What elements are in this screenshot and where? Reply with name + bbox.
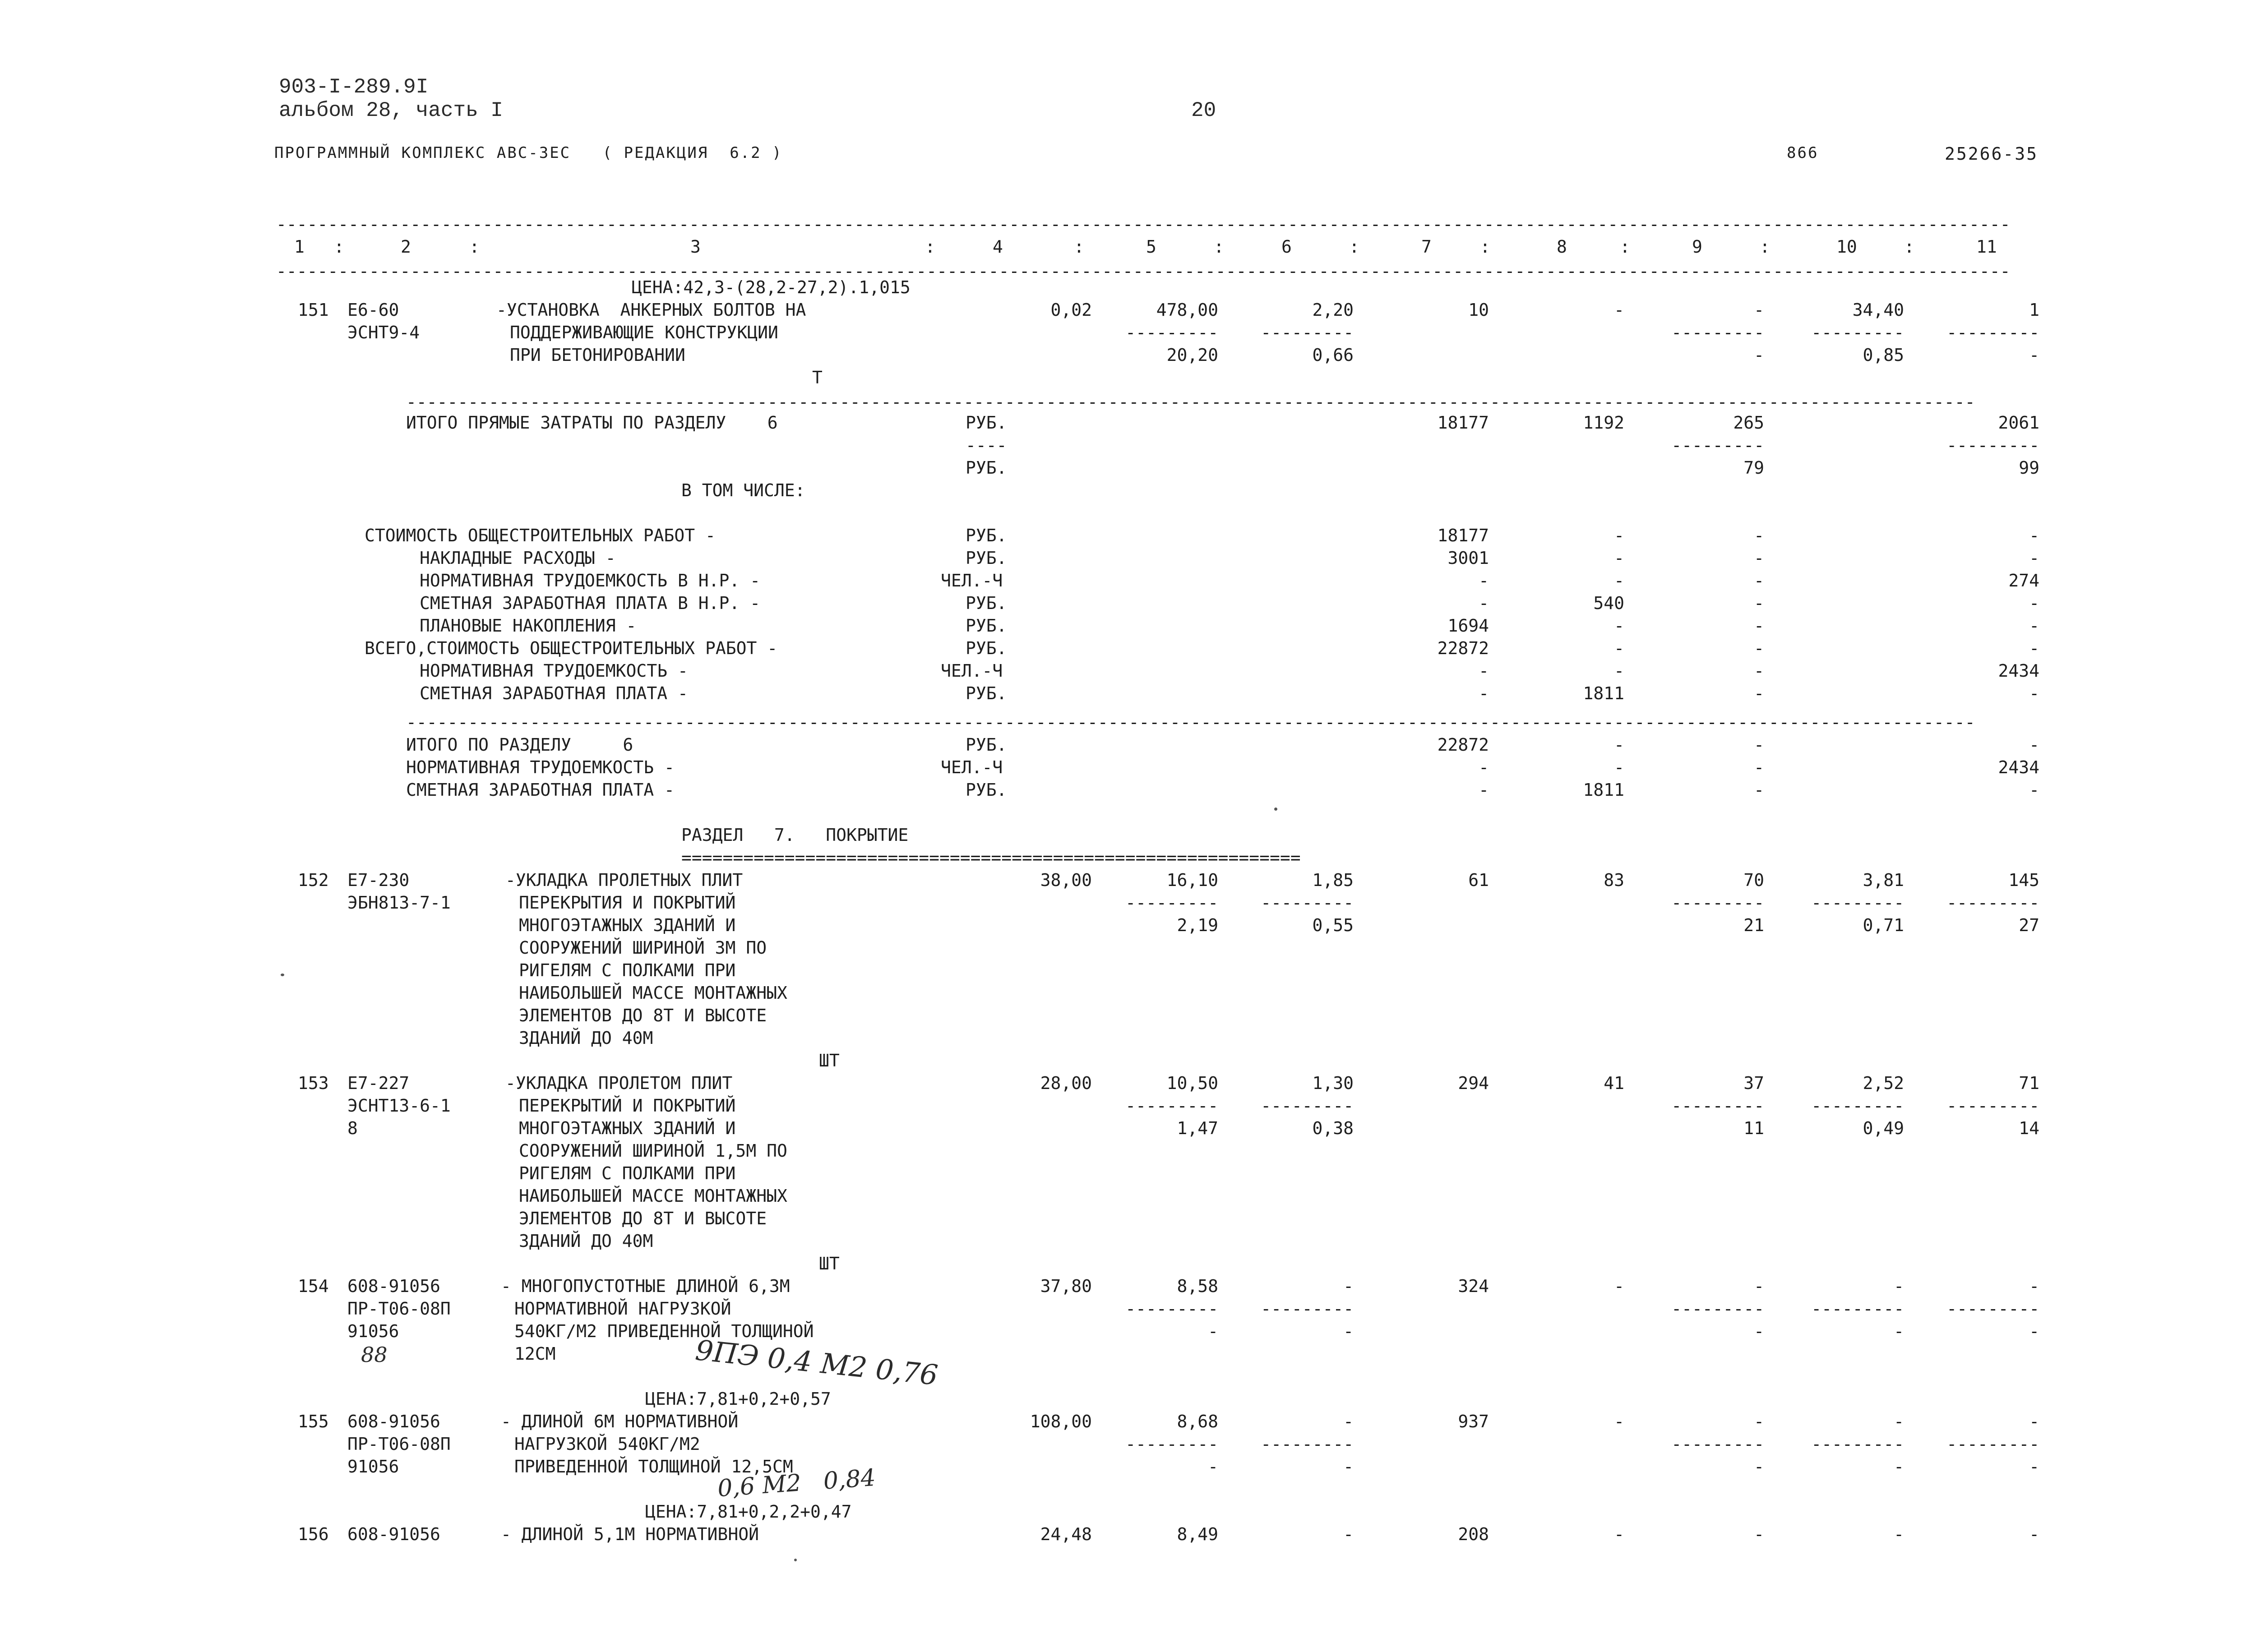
- section-title: РАЗДЕЛ 7. ПОКРЫТИЕ: [681, 825, 909, 845]
- cell-dashed-rule: ---------: [1671, 435, 1765, 455]
- cell-c6: 1,30: [1312, 1073, 1354, 1093]
- row-code: 608-91056: [347, 1276, 440, 1296]
- row-number: 156: [298, 1524, 329, 1544]
- cell-dashed-rule: ---------: [1811, 323, 1905, 342]
- cell-dashed-rule: ---------: [1261, 323, 1354, 342]
- cell-c9b: -: [1754, 1457, 1764, 1477]
- row-code-2: ЭБН813-7-1: [347, 893, 451, 913]
- cell-c9: -: [1754, 757, 1764, 777]
- scan-speck: [794, 1559, 797, 1561]
- row-description: 12СМ: [514, 1344, 556, 1364]
- cell-c7: 1694: [1447, 616, 1489, 636]
- cell-c11: -: [2029, 593, 2039, 613]
- cell-c8: -: [1614, 616, 1624, 636]
- cell-c7: 937: [1458, 1412, 1489, 1431]
- cell-c11: 2434: [1998, 757, 2039, 777]
- row-number: 152: [298, 870, 329, 890]
- row-description: ПРИВЕДЕННОЙ ТОЛЩИНОЙ 12,5СМ: [514, 1457, 793, 1477]
- cell-c5: 16,10: [1166, 870, 1218, 890]
- cell-dashed-rule: ---------: [1261, 1434, 1354, 1454]
- cell-c11: 2061: [1998, 413, 2039, 433]
- column-separator: :: [1074, 237, 1084, 257]
- cell-c8: 83: [1604, 870, 1624, 890]
- cell-c9: 70: [1743, 870, 1764, 890]
- cell-dashed-rule: ---------: [1261, 893, 1354, 913]
- cell-c10b: 0,71: [1863, 915, 1904, 935]
- album-label: альбом 28, часть I: [279, 99, 503, 122]
- cell-c10: 34,40: [1852, 300, 1904, 320]
- cell-c6: 2,20: [1312, 300, 1354, 320]
- breakdown-label: СТОИМОСТЬ ОБЩЕСТРОИТЕЛЬНЫХ РАБОТ -: [365, 526, 716, 545]
- cell-c11b: -: [2029, 1457, 2039, 1477]
- cell-c8: -: [1614, 1276, 1624, 1296]
- column-separator: :: [1480, 237, 1490, 257]
- cell-c11: -: [2029, 683, 2039, 703]
- breakdown-unit: РУБ.: [966, 593, 1007, 613]
- row-description: НАИБОЛЬШЕЙ МАССЕ МОНТАЖНЫХ: [519, 1186, 787, 1206]
- cell-c6b: 0,38: [1312, 1118, 1354, 1138]
- row-description: ПЕРЕКРЫТИЯ И ПОКРЫТИЙ: [519, 893, 736, 913]
- program-label: ПРОГРАММНЫЙ КОМПЛЕКС АВС-3ЕС ( РЕДАКЦИЯ 6.2 ): [274, 144, 783, 162]
- cell-c8: 540: [1593, 593, 1624, 613]
- cell-c9b: 11: [1743, 1118, 1764, 1138]
- breakdown-label: НАКЛАДНЫЕ РАСХОДЫ -: [420, 548, 616, 568]
- cell-c5b: 2,19: [1177, 915, 1218, 935]
- cell-c7: 10: [1468, 300, 1489, 320]
- cell-c9: -: [1754, 661, 1764, 681]
- column-header-2: 2: [401, 237, 411, 257]
- cell-c7: -: [1479, 593, 1489, 613]
- cell-dashed-rule: ---------: [1946, 323, 2040, 342]
- cell-c9: -: [1754, 300, 1764, 320]
- cell-c11: -: [2029, 548, 2039, 568]
- cell-c5: 8,58: [1177, 1276, 1218, 1296]
- row-description: ЗДАНИЙ ДО 40М: [519, 1231, 653, 1251]
- row-description: -УКЛАДКА ПРОЛЕТОМ ПЛИТ: [505, 1073, 733, 1093]
- cell-c8: 1192: [1583, 413, 1624, 433]
- column-header-6: 6: [1281, 237, 1292, 257]
- handwritten-margin-mark: 88: [361, 1343, 388, 1367]
- page-number: 20: [1191, 99, 1216, 122]
- row-code: 608-91056: [347, 1412, 440, 1431]
- cell-dashed-rule: ---------: [1125, 323, 1219, 342]
- breakdown-label: ВСЕГО,СТОИМОСТЬ ОБЩЕСТРОИТЕЛЬНЫХ РАБОТ -: [365, 638, 778, 658]
- row-number: 153: [298, 1073, 329, 1093]
- cell-c11b: 14: [2019, 1118, 2039, 1138]
- breakdown-unit: РУБ.: [966, 683, 1007, 703]
- row-code: 608-91056: [347, 1524, 440, 1544]
- cell-c6b: 0,55: [1312, 915, 1354, 935]
- price-note: ЦЕНА:42,3-(28,2-27,2).1,015: [632, 277, 911, 297]
- cell-c4: 108,00: [1030, 1412, 1092, 1431]
- cell-c9: -: [1754, 616, 1764, 636]
- cell-c6b: -: [1343, 1457, 1354, 1477]
- row-number: 154: [298, 1276, 329, 1296]
- row-unit: Т: [812, 368, 823, 388]
- column-separator: :: [1904, 237, 1914, 257]
- breakdown-unit: ЧЕЛ.-Ч: [941, 571, 1003, 591]
- document-code: 903-I-289.9I: [279, 75, 429, 99]
- handwritten-note: 0,6 М2 0,84: [717, 1464, 877, 1503]
- cell-c8: -: [1614, 1412, 1624, 1431]
- cell-c8: -: [1614, 735, 1624, 755]
- cell-c4: 24,48: [1040, 1524, 1092, 1544]
- price-note: ЦЕНА:7,81+0,2,2+0,47: [645, 1502, 852, 1522]
- cell-c11: -: [2029, 735, 2039, 755]
- row-description: СООРУЖЕНИЙ ШИРИНОЙ 3М ПО: [519, 938, 767, 958]
- cell-c10b: 0,85: [1863, 345, 1904, 365]
- cell-c10: 3,81: [1863, 870, 1904, 890]
- cell-c7: 22872: [1437, 735, 1489, 755]
- cell-c7: -: [1479, 661, 1489, 681]
- header-dashed-rule: ------------------------------------------------------------------------------------------------------------------------------------------------------------------------: [276, 263, 2011, 280]
- cell-dashed-rule: ---------: [1671, 323, 1765, 342]
- column-separator: :: [334, 237, 344, 257]
- cell-c8: -: [1614, 757, 1624, 777]
- handwritten-note: 9ПЭ 0,4 М2 0,76: [693, 1333, 940, 1392]
- cell-c9: -: [1754, 780, 1764, 800]
- cell-c9: -: [1754, 548, 1764, 568]
- row-number: 151: [298, 300, 329, 320]
- breakdown-label: НОРМАТИВНАЯ ТРУДОЕМКОСТЬ В Н.Р. -: [420, 571, 760, 591]
- cell-c9b: 21: [1743, 915, 1764, 935]
- cell-c4: 28,00: [1040, 1073, 1092, 1093]
- scan-speck: [1274, 808, 1277, 811]
- cell-c9: -: [1754, 1524, 1764, 1544]
- breakdown-unit: РУБ.: [966, 616, 1007, 636]
- breakdown-unit: ЧЕЛ.-Ч: [941, 661, 1003, 681]
- row-description: НОРМАТИВНОЙ НАГРУЗКОЙ: [514, 1299, 731, 1319]
- cell-dashed-rule: ---------: [1946, 435, 2040, 455]
- cell-c11: 1: [2029, 300, 2039, 320]
- price-note: ЦЕНА:7,81+0,2+0,57: [645, 1389, 831, 1409]
- row-description: -УКЛАДКА ПРОЛЕТНЫХ ПЛИТ: [505, 870, 743, 890]
- cell-c7: 61: [1468, 870, 1489, 890]
- row-description: МНОГОЭТАЖНЫХ ЗДАНИЙ И: [519, 915, 736, 935]
- cell-c8: 1811: [1583, 780, 1624, 800]
- cell-c11: -: [2029, 1412, 2039, 1431]
- cell-c6: -: [1343, 1276, 1354, 1296]
- row-description: МНОГОЭТАЖНЫХ ЗДАНИЙ И: [519, 1118, 736, 1138]
- total-label: НОРМАТИВНАЯ ТРУДОЕМКОСТЬ -: [406, 757, 675, 777]
- section-double-rule: ============================================================: [681, 849, 1301, 866]
- cell-c8: -: [1614, 300, 1624, 320]
- cell-dashed-rule: ---------: [1125, 1434, 1219, 1454]
- row-description: ПОДДЕРЖИВАЮЩИЕ КОНСТРУКЦИИ: [510, 323, 778, 342]
- cell-c6: -: [1343, 1524, 1354, 1544]
- cell-c11: -: [2029, 526, 2039, 545]
- row-code-2: ЭСНТ13-6-1: [347, 1096, 451, 1116]
- column-header-11: 11: [1976, 237, 1997, 257]
- column-header-10: 10: [1836, 237, 1857, 257]
- cell-c5b: 20,20: [1166, 345, 1218, 365]
- total-label: ИТОГО ПО РАЗДЕЛУ 6: [406, 735, 633, 755]
- including-label: В ТОМ ЧИСЛЕ:: [681, 480, 805, 500]
- direct-costs-unit-2: РУБ.: [966, 458, 1007, 478]
- cell-dashed-rule: ---------: [1261, 1096, 1354, 1116]
- cell-dashed-rule: ---------: [1125, 1299, 1219, 1319]
- row-description: РИГЕЛЯМ С ПОЛКАМИ ПРИ: [519, 1163, 736, 1183]
- row-description: -УСТАНОВКА АНКЕРНЫХ БОЛТОВ НА: [496, 300, 806, 320]
- cell-c7: -: [1479, 571, 1489, 591]
- column-header-1: 1: [294, 237, 305, 257]
- cell-dashed-rule: ---------: [1811, 1096, 1905, 1116]
- breakdown-label: СМЕТНАЯ ЗАРАБОТНАЯ ПЛАТА В Н.Р. -: [420, 593, 760, 613]
- cell-c10b: -: [1894, 1321, 1904, 1341]
- total-unit: РУБ.: [966, 780, 1007, 800]
- cell-c11b: -: [2029, 1321, 2039, 1341]
- unit-underline: ----: [966, 435, 1007, 455]
- cell-c11: 145: [2008, 870, 2039, 890]
- column-header-4: 4: [993, 237, 1003, 257]
- row-description: НАГРУЗКОЙ 540КГ/М2: [514, 1434, 700, 1454]
- column-separator: :: [1349, 237, 1359, 257]
- cell-dashed-rule: ---------: [1671, 893, 1765, 913]
- cell-dashed-rule: ---------: [1946, 1299, 2040, 1319]
- row-description: СООРУЖЕНИЙ ШИРИНОЙ 1,5М ПО: [519, 1141, 787, 1161]
- column-header-9: 9: [1692, 237, 1702, 257]
- cell-dashed-rule: ---------: [1125, 893, 1219, 913]
- row-code-3: 91056: [347, 1321, 399, 1341]
- cell-c11: 71: [2019, 1073, 2039, 1093]
- cell-dashed-rule: ---------: [1946, 1434, 2040, 1454]
- cell-c5: 478,00: [1156, 300, 1218, 320]
- cell-dashed-rule: ---------: [1811, 1434, 1905, 1454]
- breakdown-label: НОРМАТИВНАЯ ТРУДОЕМКОСТЬ -: [420, 661, 688, 681]
- cell-dashed-rule: ---------: [1811, 893, 1905, 913]
- cell-c4: 37,80: [1040, 1276, 1092, 1296]
- section-dashed-rule: --------------------------------------------------------------------------------------------------------------------------------------------------------: [406, 393, 1975, 411]
- cell-c11: 274: [2008, 571, 2039, 591]
- column-separator: :: [1760, 237, 1770, 257]
- sheet-code-left: 866: [1787, 144, 1819, 162]
- cell-c8: -: [1614, 638, 1624, 658]
- total-unit: ЧЕЛ.-Ч: [941, 757, 1003, 777]
- column-separator: :: [469, 237, 480, 257]
- row-code-2: ПР-Т06-08П: [347, 1299, 451, 1319]
- cell-c9: 37: [1743, 1073, 1764, 1093]
- cell-c5b: 1,47: [1177, 1118, 1218, 1138]
- breakdown-unit: РУБ.: [966, 638, 1007, 658]
- cell-c9: -: [1754, 593, 1764, 613]
- row-code: Е7-230: [347, 870, 410, 890]
- row-description: - МНОГОПУСТОТНЫЕ ДЛИНОЙ 6,3М: [501, 1276, 790, 1296]
- cell-c8: 41: [1604, 1073, 1624, 1093]
- cell-c8: -: [1614, 571, 1624, 591]
- cell-dashed-rule: ---------: [1811, 1299, 1905, 1319]
- cell-c11b: 99: [2019, 458, 2039, 478]
- top-dashed-rule: ------------------------------------------------------------------------------------------------------------------------------------------------------------------------: [276, 216, 2011, 233]
- cell-c11: 2434: [1998, 661, 2039, 681]
- cell-c5b: -: [1208, 1321, 1218, 1341]
- cell-c10b: 0,49: [1863, 1118, 1904, 1138]
- cell-c10: -: [1894, 1412, 1904, 1431]
- cell-c8: -: [1614, 548, 1624, 568]
- cell-c5: 8,49: [1177, 1524, 1218, 1544]
- cell-c11: -: [2029, 1524, 2039, 1544]
- direct-costs-unit: РУБ.: [966, 413, 1007, 433]
- cell-c6: 1,85: [1312, 870, 1354, 890]
- sheet-code-right: 25266-35: [1945, 144, 2039, 164]
- row-code: Е6-60: [347, 300, 399, 320]
- row-code-3: 91056: [347, 1457, 399, 1477]
- cell-c5: 8,68: [1177, 1412, 1218, 1431]
- row-description: ПЕРЕКРЫТИЙ И ПОКРЫТИЙ: [519, 1096, 736, 1116]
- cell-c9: -: [1754, 735, 1764, 755]
- row-code-2: ЭСНТ9-4: [347, 323, 420, 342]
- cell-c7: 3001: [1447, 548, 1489, 568]
- cell-c10: 2,52: [1863, 1073, 1904, 1093]
- cell-c11: -: [2029, 780, 2039, 800]
- row-description: - ДЛИНОЙ 6М НОРМАТИВНОЙ: [501, 1412, 739, 1431]
- row-description: 540КГ/М2 ПРИВЕДЕННОЙ ТОЛЩИНОЙ: [514, 1321, 814, 1341]
- row-code-3: 8: [347, 1118, 358, 1138]
- row-unit: ШТ: [819, 1254, 840, 1274]
- row-number: 155: [298, 1412, 329, 1431]
- cell-c6: -: [1343, 1412, 1354, 1431]
- direct-costs-label: ИТОГО ПРЯМЫЕ ЗАТРАТЫ ПО РАЗДЕЛУ 6: [406, 413, 778, 433]
- column-separator: :: [1214, 237, 1224, 257]
- cell-c9b: -: [1754, 1321, 1764, 1341]
- cell-c4: 0,02: [1050, 300, 1092, 320]
- cell-c7: -: [1479, 780, 1489, 800]
- cell-c11b: 27: [2019, 915, 2039, 935]
- breakdown-label: СМЕТНАЯ ЗАРАБОТНАЯ ПЛАТА -: [420, 683, 688, 703]
- cell-c7: -: [1479, 683, 1489, 703]
- cell-c9b: -: [1754, 345, 1764, 365]
- cell-c10: -: [1894, 1524, 1904, 1544]
- cell-c7: 294: [1458, 1073, 1489, 1093]
- scan-speck: [281, 974, 284, 976]
- row-code-2: ПР-Т06-08П: [347, 1434, 451, 1454]
- cell-dashed-rule: ---------: [1261, 1299, 1354, 1319]
- cell-c9: -: [1754, 683, 1764, 703]
- cell-c6b: -: [1343, 1321, 1354, 1341]
- cell-c5b: -: [1208, 1457, 1218, 1477]
- column-header-8: 8: [1557, 237, 1567, 257]
- cell-c11: -: [2029, 616, 2039, 636]
- cell-c9: 265: [1733, 413, 1764, 433]
- cell-c7: 324: [1458, 1276, 1489, 1296]
- row-description: НАИБОЛЬШЕЙ МАССЕ МОНТАЖНЫХ: [519, 983, 787, 1003]
- row-description: ЭЛЕМЕНТОВ ДО 8Т И ВЫСОТЕ: [519, 1006, 767, 1025]
- cell-c6b: 0,66: [1312, 345, 1354, 365]
- cell-c9: -: [1754, 638, 1764, 658]
- cell-c5: 10,50: [1166, 1073, 1218, 1093]
- cell-c9b: 79: [1743, 458, 1764, 478]
- cell-dashed-rule: ---------: [1946, 1096, 2040, 1116]
- cell-c8: -: [1614, 1524, 1624, 1544]
- total-label: СМЕТНАЯ ЗАРАБОТНАЯ ПЛАТА -: [406, 780, 675, 800]
- cell-c4: 38,00: [1040, 870, 1092, 890]
- column-separator: :: [1620, 237, 1630, 257]
- cell-c7: 208: [1458, 1524, 1489, 1544]
- cell-dashed-rule: ---------: [1125, 1096, 1219, 1116]
- cell-c11: -: [2029, 1276, 2039, 1296]
- cell-dashed-rule: ---------: [1946, 893, 2040, 913]
- breakdown-label: ПЛАНОВЫЕ НАКОПЛЕНИЯ -: [420, 616, 637, 636]
- column-header-7: 7: [1421, 237, 1432, 257]
- cell-dashed-rule: ---------: [1671, 1096, 1765, 1116]
- cell-c10b: -: [1894, 1457, 1904, 1477]
- cell-c9: -: [1754, 526, 1764, 545]
- cell-c8: 1811: [1583, 683, 1624, 703]
- row-description: - ДЛИНОЙ 5,1М НОРМАТИВНОЙ: [501, 1524, 759, 1544]
- column-header-3: 3: [690, 237, 701, 257]
- breakdown-unit: РУБ.: [966, 548, 1007, 568]
- cell-c10: -: [1894, 1276, 1904, 1296]
- cell-dashed-rule: ---------: [1671, 1434, 1765, 1454]
- cell-c9: -: [1754, 571, 1764, 591]
- cell-c9: -: [1754, 1276, 1764, 1296]
- cell-c7: 18177: [1437, 413, 1489, 433]
- cell-c7: 18177: [1437, 526, 1489, 545]
- total-unit: РУБ.: [966, 735, 1007, 755]
- cell-c7: 22872: [1437, 638, 1489, 658]
- cell-c9: -: [1754, 1412, 1764, 1431]
- cell-c7: -: [1479, 757, 1489, 777]
- cell-c8: -: [1614, 661, 1624, 681]
- row-code: Е7-227: [347, 1073, 410, 1093]
- cell-c8: -: [1614, 526, 1624, 545]
- breakdown-unit: РУБ.: [966, 526, 1007, 545]
- row-description: ЭЛЕМЕНТОВ ДО 8Т И ВЫСОТЕ: [519, 1209, 767, 1228]
- column-separator: :: [925, 237, 935, 257]
- cell-dashed-rule: ---------: [1671, 1299, 1765, 1319]
- row-description: ПРИ БЕТОНИРОВАНИИ: [510, 345, 685, 365]
- totals-dashed-rule: --------------------------------------------------------------------------------------------------------------------------------------------------------: [406, 714, 1975, 731]
- column-header-5: 5: [1146, 237, 1156, 257]
- cell-c11: -: [2029, 638, 2039, 658]
- row-unit: ШТ: [819, 1051, 840, 1071]
- row-description: ЗДАНИЙ ДО 40М: [519, 1028, 653, 1048]
- cell-c11b: -: [2029, 345, 2039, 365]
- row-description: РИГЕЛЯМ С ПОЛКАМИ ПРИ: [519, 960, 736, 980]
